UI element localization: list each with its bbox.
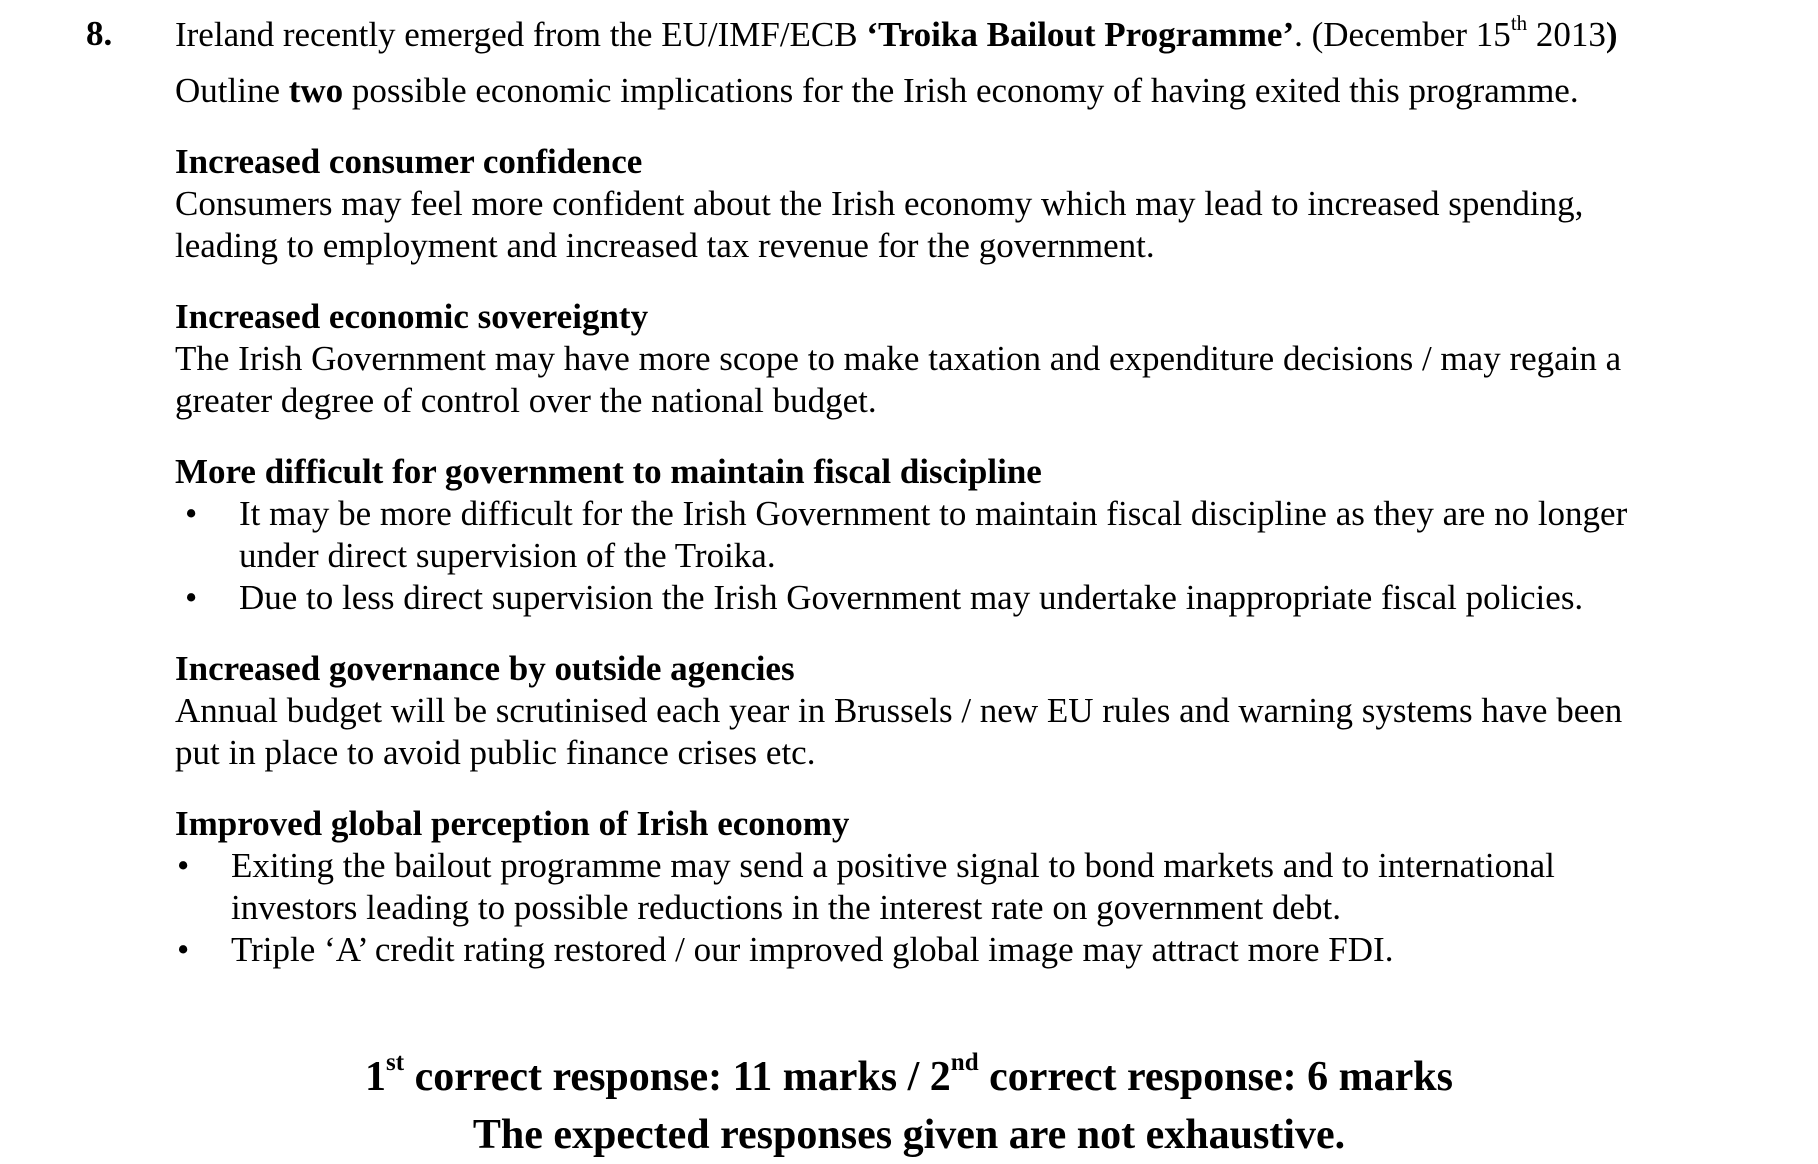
ask-text-rest: possible economic implications for the Irish economy of having exited this programme. [343, 71, 1579, 110]
programme-name: ‘Troika Bailout Programme’ [866, 15, 1295, 54]
answer-section-fiscal-discipline [175, 451, 1735, 619]
bullet-line: Exiting the bailout programme may send a positive signal to bond markets and to international [231, 846, 1555, 885]
bullet-dot-icon: • [177, 846, 190, 885]
intro-year: 2013 [1527, 15, 1606, 54]
date-ordinal: th [1510, 11, 1528, 35]
bullet-dot-icon: • [177, 930, 190, 969]
section-line: greater degree of control over the national budget. [175, 381, 877, 420]
bullet-dot-icon: • [185, 578, 198, 617]
section-line: put in place to avoid public finance crises etc. [175, 733, 816, 772]
section-line: The Irish Government may have more scope to make taxation and expenditure decisions / may regain a [175, 339, 1622, 378]
first-ordinal-number: 1 [365, 1054, 387, 1100]
section-heading: Increased governance by outside agencies [175, 649, 795, 688]
answer-section-outside-governance [175, 648, 1735, 774]
bullet-line: Triple ‘A’ credit rating restored / our improved global image may attract more FDI. [231, 930, 1394, 969]
bullet-list [175, 493, 1735, 619]
question-intro [175, 11, 1735, 56]
bullet-item [175, 493, 1735, 577]
marks-line [0, 1048, 1818, 1106]
section-line: leading to employment and increased tax revenue for the government. [175, 226, 1155, 265]
intro-text: Ireland recently emerged from the EU/IMF/ECB [175, 15, 867, 54]
bullet-line: Due to less direct supervision the Irish Government may undertake inappropriate fiscal policies. [239, 578, 1584, 617]
ask-emphasis: two [288, 71, 344, 110]
bullet-dot-icon: • [185, 494, 198, 533]
bullet-item [175, 929, 1735, 971]
second-ordinal-suffix: nd [950, 1049, 979, 1076]
bullet-list [175, 845, 1735, 971]
bullet-item [175, 845, 1735, 929]
bullet-line: investors leading to possible reductions in the interest rate on government debt. [231, 888, 1342, 927]
answer-section-economic-sovereignty [175, 296, 1735, 422]
section-heading: Increased consumer confidence [175, 142, 643, 181]
section-heading: More difficult for government to maintain fiscal discipline [175, 452, 1042, 491]
not-exhaustive-note: The expected responses given are not exhaustive. [472, 1112, 1346, 1158]
section-heading: Improved global perception of Irish economy [175, 804, 850, 843]
intro-close-paren: ) [1605, 15, 1618, 54]
question-number: 8. [86, 14, 113, 53]
answer-section-global-perception [175, 803, 1735, 971]
question-content [175, 11, 1735, 971]
intro-date: . (December 15 [1294, 15, 1511, 54]
question-ask [175, 70, 1735, 112]
answer-section-consumer-confidence [175, 141, 1735, 267]
section-line: Annual budget will be scrutinised each year in Brussels / new EU rules and warning systems have been [175, 691, 1623, 730]
bullet-line: under direct supervision of the Troika. [239, 536, 776, 575]
section-heading: Increased economic sovereignty [175, 297, 649, 336]
second-marks-text: correct response: 6 marks [978, 1054, 1453, 1100]
bullet-item [175, 577, 1735, 619]
first-marks-text: correct response: 11 marks / 2 [404, 1054, 951, 1100]
section-line: Consumers may feel more confident about the Irish economy which may lead to increased spending, [175, 184, 1584, 223]
marking-allocation [0, 1048, 1818, 1164]
first-ordinal-suffix: st [386, 1049, 405, 1076]
ask-text: Outline [175, 71, 289, 110]
bullet-line: It may be more difficult for the Irish Government to maintain fiscal discipline as they are no longer [239, 494, 1628, 533]
